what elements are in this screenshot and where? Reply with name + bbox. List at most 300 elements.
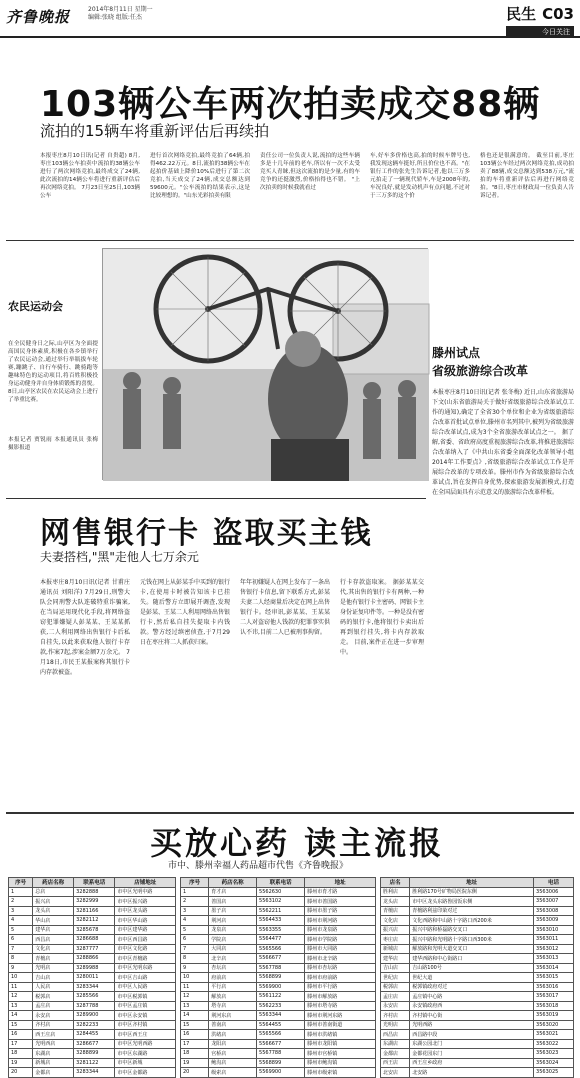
- table-cell: 市中区建华路: [115, 925, 176, 935]
- table-cell: 育才店: [209, 887, 257, 897]
- table-cell: 总店: [33, 887, 74, 897]
- table-cell: 西昌店: [381, 1030, 410, 1040]
- table-row: [9, 906, 176, 916]
- table-cell: 孟庄店: [381, 992, 410, 1002]
- article-tourism: 本报枣庄8月10日讯(记者 张冬梅) 近日,山东省旅游局下文(山东省旅游局关于做好省级旅游综合改革试点工作的通知),确定了全省30个单位和企业为省级旅游综合改革首批试点单位,滕州市名列其中,被列为省级旅游综合改革试点,成为3个全省旅游改革试点之一。 据了解,省委、省政府高度重视旅游综合改革,将推进旅游综合改革纳入了《中共山东省委全面深化改革领导小组2014年工作要点》,省级旅游综合改革试点工作是开展综合改革的专项改革。滕州市作为省级旅游综合改革试点,旨在发挥自身优势,探索旅游发展新模式,打造在全国层面具有示范意义的旅游综合改革样板。: [432, 389, 574, 496]
- table-row: [181, 1039, 376, 1049]
- table-cell: 3563017: [534, 992, 574, 1002]
- divider: [6, 240, 574, 241]
- table-cell: 3288866: [74, 954, 115, 964]
- table-row: [381, 1049, 574, 1059]
- table-cell: 滕州市府前路: [305, 973, 376, 983]
- column-header: 序号: [9, 878, 33, 888]
- table-row: [9, 1011, 176, 1021]
- table-cell: 滕州市平行路: [305, 982, 376, 992]
- table-cell: 20: [9, 1068, 33, 1078]
- table-cell: 3563012: [534, 944, 574, 954]
- table-row: [181, 954, 376, 964]
- table-cell: 滕州市善国路: [305, 897, 376, 907]
- issue-date: 2014年8月11日 星期一: [88, 6, 153, 13]
- table-row: [181, 1001, 376, 1011]
- issue-meta: [88, 6, 153, 22]
- table-cell: 3280011: [74, 973, 115, 983]
- table-cell: 3286688: [74, 935, 115, 945]
- table-cell: 吉山路100号: [410, 963, 534, 973]
- table-cell: 3282999: [74, 897, 115, 907]
- table-row: [381, 1039, 574, 1049]
- headline-pharmacy: 买放心药 读主流报: [150, 824, 445, 862]
- column-header: 药店名称: [33, 878, 74, 888]
- table-cell: 北安路: [410, 1068, 534, 1078]
- table-cell: 洪绪店: [209, 1030, 257, 1040]
- table-cell: 5566677: [257, 954, 305, 964]
- table-cell: 胜利店: [381, 887, 410, 897]
- table-cell: 金都花园东门: [410, 1049, 534, 1059]
- table-cell: 文化店: [33, 944, 74, 954]
- table-cell: 滕州市官桥镇: [305, 1049, 376, 1059]
- table-cell: 滕州市北辛路: [305, 954, 376, 964]
- table-cell: 市中区龙头路: [115, 906, 176, 916]
- table-cell: 荆河东店: [209, 1011, 257, 1021]
- table-cell: 10: [9, 973, 33, 983]
- table-cell: 7: [181, 944, 209, 954]
- table-cell: 13: [181, 1001, 209, 1011]
- table-cell: 4: [9, 916, 33, 926]
- table-cell: 5: [181, 925, 209, 935]
- table-row: [9, 944, 176, 954]
- table-cell: 级索店: [209, 1068, 257, 1078]
- table-cell: 8: [181, 954, 209, 964]
- table-cell: 滕州市育才路: [305, 887, 376, 897]
- table-cell: 3: [181, 906, 209, 916]
- table-cell: 永安店: [381, 1001, 410, 1011]
- article-bank-col2: 元钱在网上从彭某手中买到的银行卡,在使用卡时被告知该卡已挂失。随后警方立即展开调查,发现是彭某、王某二人利用网络出售银行卡,然后私自挂失提取卡内钱款。警方经过缜密侦查,于7月29日在枣庄将二人抓获归案。: [140, 579, 231, 646]
- table-cell: 3287777: [74, 944, 115, 954]
- side-story-title: [432, 344, 528, 380]
- table-cell: 5568899: [257, 1058, 305, 1068]
- table-cell: 5568899: [257, 973, 305, 983]
- table-row: [9, 1030, 176, 1040]
- table-cell: 滕州市龙泉路: [305, 925, 376, 935]
- table-row: [9, 1068, 176, 1078]
- table-cell: 3563009: [534, 916, 574, 926]
- table-cell: 华山店: [33, 916, 74, 926]
- table-cell: 1: [9, 887, 33, 897]
- table-row: [9, 925, 176, 935]
- table-cell: 滕州市塔寺路: [305, 1001, 376, 1011]
- divider: [6, 498, 426, 499]
- table-row: [381, 935, 574, 945]
- table-cell: 15: [9, 1020, 33, 1030]
- table-cell: 3289900: [74, 1011, 115, 1021]
- table-row: [381, 906, 574, 916]
- headline-bank-card: 网售银行卡 盗取买主钱: [40, 516, 373, 551]
- table-cell: 2: [181, 897, 209, 907]
- table-cell: 市中区西昌路: [115, 935, 176, 945]
- table-cell: 19: [9, 1058, 33, 1068]
- table-row: [181, 1020, 376, 1030]
- table-row: [381, 1011, 574, 1021]
- table-cell: 解放路和光明大道交叉口: [410, 944, 534, 954]
- table-cell: 市中区青檀路: [115, 954, 176, 964]
- table-row: [9, 963, 176, 973]
- table-cell: 14: [9, 1011, 33, 1021]
- column-header: 电话: [534, 878, 574, 888]
- table-header-row: [181, 878, 376, 888]
- table-cell: 光明西店: [33, 1039, 74, 1049]
- newspaper-logo: 齐鲁晚报: [6, 8, 71, 26]
- table-cell: 5562233: [257, 1001, 305, 1011]
- table-cell: 齐村店: [33, 1020, 74, 1030]
- table-cell: 人民店: [33, 982, 74, 992]
- table-row: [181, 1049, 376, 1059]
- table-cell: 5569900: [257, 1068, 305, 1078]
- table-cell: 5: [9, 925, 33, 935]
- table-cell: 滕州市杏坛路: [305, 963, 376, 973]
- page-code: C03: [542, 5, 574, 23]
- table-cell: 税郭镇政府对过: [410, 982, 534, 992]
- photo-weightlifter: [102, 248, 428, 480]
- table-cell: 吉山店: [33, 973, 74, 983]
- table-cell: 3563023: [534, 1049, 574, 1059]
- table-cell: 3563015: [534, 973, 574, 983]
- subhead-bank-card: 夫妻搭档,"黑"走他人七万余元: [40, 550, 199, 564]
- table-cell: 龙头店: [381, 897, 410, 907]
- table-cell: 8: [9, 954, 33, 964]
- table-cell: 大同店: [209, 944, 257, 954]
- table-row: [9, 897, 176, 907]
- table-row: [181, 887, 376, 897]
- table-cell: 北辛店: [209, 954, 257, 964]
- table-cell: 市中区东湖路: [115, 1049, 176, 1059]
- table-cell: 3563014: [534, 963, 574, 973]
- table-row: [181, 1030, 376, 1040]
- section-subtitle: 今日关注: [506, 26, 574, 38]
- table-cell: 20: [181, 1068, 209, 1078]
- table-row: [9, 1058, 176, 1068]
- table-cell: 光明店: [33, 963, 74, 973]
- table-cell: 3563013: [534, 954, 574, 964]
- table-cell: 3: [9, 906, 33, 916]
- table-cell: 3563007: [534, 897, 574, 907]
- table-cell: 滕州市洪绪镇: [305, 1030, 376, 1040]
- table-row: [381, 925, 574, 935]
- table-cell: 杏坛店: [209, 963, 257, 973]
- table-cell: 青檀店: [381, 906, 410, 916]
- table-cell: 光明店: [381, 1020, 410, 1030]
- table-cell: 振兴店: [381, 925, 410, 935]
- table-cell: 龙头店: [33, 906, 74, 916]
- editor-line: 编辑:张晓 组版:任杰: [88, 14, 142, 21]
- table-cell: 3281122: [74, 1058, 115, 1068]
- table-cell: 墨子店: [209, 906, 257, 916]
- side-story-title-line1: 滕州试点: [432, 346, 481, 360]
- table-cell: 3563019: [534, 1011, 574, 1021]
- table-cell: 永安店: [33, 1011, 74, 1021]
- table-cell: 西王庄乡政府: [410, 1058, 534, 1068]
- table-header-row: [9, 878, 176, 888]
- photo-caption: 在全民健身日之际,山亭区为全面提高国民身体素质,积极在各乡镇举行了农民运动会,通过举行举瓶拔车轮赛,蹦跳子、自行车骑行、跳骑跑等趣味特色的运动项目,将百姓积极投身运动健身并自身体质锻炼的喜悦。8日,山亭区农民在农民运动会上进行了举重比赛。: [8, 341, 98, 403]
- table-cell: 18: [181, 1049, 209, 1059]
- article-bank-col3: 年年初嫌疑人在网上发布了一条出售银行卡信息,留下联系方式,彭某夫妻二人经商量后决定在网上出售银行卡。经审讯,彭某某、王某某二人对盗窃他人钱款的犯罪事实供认不讳,目前二人已被刑事拘留。: [240, 579, 331, 636]
- table-cell: 龙阳店: [209, 1039, 257, 1049]
- table-cell: 永安镇政府西: [410, 1001, 534, 1011]
- table-cell: 枣庄店: [381, 935, 410, 945]
- table-cell: 滕州市解放路: [305, 992, 376, 1002]
- table-cell: 3563018: [534, 1001, 574, 1011]
- table-cell: 吉山店: [381, 963, 410, 973]
- table-row: [181, 982, 376, 992]
- table-cell: 东湖公园北门: [410, 1039, 534, 1049]
- table-cell: 3287788: [74, 1001, 115, 1011]
- table-row: [9, 954, 176, 964]
- table-row: [9, 1001, 176, 1011]
- table-row: [381, 1001, 574, 1011]
- table-cell: 5563102: [257, 897, 305, 907]
- table-row: [181, 906, 376, 916]
- table-cell: 3563011: [534, 935, 574, 945]
- table-row: [381, 916, 574, 926]
- table-cell: 荆河店: [209, 916, 257, 926]
- table-cell: 青檀店: [33, 954, 74, 964]
- table-row: [9, 973, 176, 983]
- column-header: 联系电话: [257, 878, 305, 888]
- table-row: [181, 925, 376, 935]
- table-row: [381, 982, 574, 992]
- table-cell: 市中区西王庄: [115, 1030, 176, 1040]
- table-cell: 12: [181, 992, 209, 1002]
- table-cell: 税郭店: [381, 982, 410, 992]
- table-cell: 5567788: [257, 963, 305, 973]
- table-row: [9, 935, 176, 945]
- article-auction-col2: 进行首次网络竞拍,最终竞拍了64辆,拍得462.22万元。8日,流拍的38辆公车在起拍价基础上降价10%后进行了第二次竞拍,当天成交了24辆,成交总额达到59600元。"公车流拍的结果表示,这是比较理想的。"山东光彩拍卖有限: [150, 153, 250, 199]
- table-cell: 西昌店: [33, 935, 74, 945]
- table-cell: 孟庄镇中心路: [410, 992, 534, 1002]
- table-cell: 滕州市善南街道: [305, 1020, 376, 1030]
- table-cell: 市中区华山路: [115, 916, 176, 926]
- table-row: [181, 935, 376, 945]
- table-cell: 市中区孟庄镇: [115, 1001, 176, 1011]
- table-cell: 5566677: [257, 1039, 305, 1049]
- table-cell: 9: [9, 963, 33, 973]
- table-cell: 3286677: [74, 1039, 115, 1049]
- column-header: 店名: [381, 878, 410, 888]
- table-cell: 文化店: [381, 916, 410, 926]
- table-cell: 滕州市大同路: [305, 944, 376, 954]
- table-cell: 东湖店: [381, 1039, 410, 1049]
- table-cell: 鲍沟店: [209, 1058, 257, 1068]
- table-row: [9, 1039, 176, 1049]
- table-cell: 文化西路和中山路十字路口西200米: [410, 916, 534, 926]
- table-cell: 孟庄店: [33, 1001, 74, 1011]
- table-cell: 3284455: [74, 1030, 115, 1040]
- table-cell: 5564477: [257, 935, 305, 945]
- table-cell: 齐村店: [381, 1011, 410, 1021]
- table-cell: 3282888: [74, 887, 115, 897]
- table-cell: 滕州市荆河东路: [305, 1011, 376, 1021]
- subhead-auction: 流拍的15辆车将重新评估后再续拍: [40, 122, 270, 140]
- table-cell: 世纪大道: [410, 973, 534, 983]
- table-cell: 3282112: [74, 916, 115, 926]
- article-bank-col4: 行卡存款盗取案。 据彭某某交代,其出售的银行卡有两种,一种是他有银行卡主密码、网银卡主身份证复印件等。一种是没有密码的银行卡,他将银行卡卖出后再到银行挂失,将卡内存款取走。 目前,案件正在进一步审理中。: [340, 579, 425, 656]
- table-cell: 善南店: [209, 1020, 257, 1030]
- table-cell: 11: [181, 982, 209, 992]
- table-cell: 10: [181, 973, 209, 983]
- table-row: [381, 1030, 574, 1040]
- table-cell: 3285566: [74, 992, 115, 1002]
- table-cell: 5564433: [257, 916, 305, 926]
- table-row: [9, 887, 176, 897]
- article-auction-col3: 责任公司一位负责人说,流拍的这些车辆多是十几年前的老车,所以有一次不太受竞买人青睐,但这次流拍的是少量,有的车竞争的还挺激烈,价格抬得也不错。 "上次拍卖的时候我就看过: [260, 153, 360, 191]
- table-cell: 滕州市荆河路: [305, 916, 376, 926]
- table-cell: 3289988: [74, 963, 115, 973]
- table-cell: 市中区光明东路: [115, 963, 176, 973]
- table-cell: 市中区新城: [115, 1058, 176, 1068]
- table-cell: 市中区金都路: [115, 1068, 176, 1078]
- table-cell: 4: [181, 916, 209, 926]
- table-cell: 3563010: [534, 925, 574, 935]
- table-cell: 19: [181, 1058, 209, 1068]
- pharmacy-table-stores: [380, 877, 574, 1078]
- column-header: 序号: [181, 878, 209, 888]
- table-row: [9, 992, 176, 1002]
- side-story-title-line2: 省级旅游综合改革: [432, 364, 529, 378]
- table-row: [381, 887, 574, 897]
- table-cell: 塔寺店: [209, 1001, 257, 1011]
- table-cell: 3563022: [534, 1039, 574, 1049]
- table-row: [381, 897, 574, 907]
- column-header: 地址: [305, 878, 376, 888]
- table-cell: 学院店: [209, 935, 257, 945]
- section-header: [506, 3, 574, 38]
- table-cell: 西王店: [381, 1058, 410, 1068]
- column-header: 药店名称: [209, 878, 257, 888]
- table-cell: 滕州市龙阳镇: [305, 1039, 376, 1049]
- table-cell: 5565566: [257, 1030, 305, 1040]
- table-cell: 市中区振兴路: [115, 897, 176, 907]
- table-cell: 5569900: [257, 982, 305, 992]
- pharmacy-table-tengzhou: [180, 877, 376, 1078]
- table-cell: 西昌路中段: [410, 1030, 534, 1040]
- article-auction-col1: 本报枣庄8月10日讯(记者 自贵超) 8月,枣庄103辆公车拍卖中流拍的38辆公车进行了两次网络竞拍,最终成交了24辆,此次流拍的14辆公车将进行重新评估后再次网络竞拍。 7月23日至25日,103辆公车: [40, 153, 140, 199]
- article-auction-col4: 车,好车多价格也高,拍的时候车牌号也,我发现这辆车挺好,所且价位也不高。"在银行工作的张先生告诉记者,他以三万多元拍走了一辆现代轿车,车是2008年的,车况良好,就是发动机声有点问题,不过对于三万多的这个价: [370, 153, 470, 199]
- table-cell: 16: [9, 1030, 33, 1040]
- table-cell: 11: [9, 982, 33, 992]
- table-row: [9, 916, 176, 926]
- table-row: [381, 1068, 574, 1078]
- table-cell: 平行店: [209, 982, 257, 992]
- table-cell: 胜利路170号矿物局医院东侧: [410, 887, 534, 897]
- table-cell: 16: [181, 1030, 209, 1040]
- table-cell: 5563355: [257, 925, 305, 935]
- column-header: 地址: [410, 878, 534, 888]
- table-row: [381, 963, 574, 973]
- table-row: [181, 1068, 376, 1078]
- table-cell: 2: [9, 897, 33, 907]
- headline-auction: 103辆公车两次拍卖成交88辆: [40, 84, 541, 125]
- table-cell: 市中区吉山路: [115, 973, 176, 983]
- table-cell: 3281166: [74, 906, 115, 916]
- table-cell: 府前店: [209, 973, 257, 983]
- table-cell: 市中区齐村镇: [115, 1020, 176, 1030]
- table-cell: 5563344: [257, 1011, 305, 1021]
- table-row: [181, 916, 376, 926]
- table-row: [381, 954, 574, 964]
- table-cell: 3563016: [534, 982, 574, 992]
- column-header: 联系电话: [74, 878, 115, 888]
- table-cell: 新城店: [33, 1058, 74, 1068]
- table-row: [9, 982, 176, 992]
- table-cell: 振兴店: [33, 897, 74, 907]
- table-cell: 3282233: [74, 1020, 115, 1030]
- pharmacy-table-shizhong: [8, 877, 176, 1078]
- table-cell: 建华店: [381, 954, 410, 964]
- table-cell: 3285678: [74, 925, 115, 935]
- table-row: [381, 1058, 574, 1068]
- table-cell: 3563021: [534, 1030, 574, 1040]
- table-cell: 18: [9, 1049, 33, 1059]
- table-row: [181, 1011, 376, 1021]
- article-auction-col5: 格也还是很满意的。 截至目前,枣庄103辆公车经过两次网络竞拍,成功拍卖了88辆,成交总额达到538万元,"流拍的车将重新评估后再进行网络竞拍。"8日,枣庄市财政局一位负责人告诉记者。: [480, 153, 574, 199]
- table-cell: 新城店: [381, 944, 410, 954]
- table-cell: 齐村镇中心街: [410, 1011, 534, 1021]
- table-cell: 振兴中路和桥磊路交叉口: [410, 925, 534, 935]
- kicker-sports-meet: 农民运动会: [8, 300, 63, 313]
- table-cell: 善国店: [209, 897, 257, 907]
- table-cell: 3563025: [534, 1068, 574, 1078]
- table-cell: 滕州市鲍沟镇: [305, 1058, 376, 1068]
- table-cell: 青檀路利兹印染对过: [410, 906, 534, 916]
- table-row: [181, 992, 376, 1002]
- table-row: [9, 1049, 176, 1059]
- table-cell: 振兴中路和光明路十字路口西300米: [410, 935, 534, 945]
- table-cell: 3563024: [534, 1058, 574, 1068]
- table-cell: 17: [9, 1039, 33, 1049]
- table-cell: 9: [181, 963, 209, 973]
- table-cell: 5561122: [257, 992, 305, 1002]
- table-cell: 税郭店: [33, 992, 74, 1002]
- photo-credit: 本报记者 贾锐雨 本报通讯员 张梅 摄影报道: [8, 437, 98, 451]
- column-header: 店铺地址: [115, 878, 176, 888]
- table-cell: 市中区龙头东路鲁园饭东侧: [410, 897, 534, 907]
- table-cell: 3563020: [534, 1020, 574, 1030]
- table-cell: 市中区人民路: [115, 982, 176, 992]
- masthead: [0, 0, 580, 38]
- table-row: [381, 944, 574, 954]
- table-cell: 1: [181, 887, 209, 897]
- table-header-row: [381, 878, 574, 888]
- table-row: [381, 973, 574, 983]
- table-row: [181, 1058, 376, 1068]
- table-cell: 官桥店: [209, 1049, 257, 1059]
- table-cell: 滕州市墨子路: [305, 906, 376, 916]
- table-cell: 市中区税郭镇: [115, 992, 176, 1002]
- table-cell: 13: [9, 1001, 33, 1011]
- table-cell: 5562211: [257, 906, 305, 916]
- table-cell: 西王庄店: [33, 1030, 74, 1040]
- table-cell: 12: [9, 992, 33, 1002]
- table-cell: 市中区光明中路: [115, 887, 176, 897]
- table-cell: 市中区光明西路: [115, 1039, 176, 1049]
- table-cell: 北安店: [381, 1068, 410, 1078]
- table-cell: 3288899: [74, 1049, 115, 1059]
- table-cell: 3283344: [74, 982, 115, 992]
- table-cell: 6: [9, 935, 33, 945]
- table-cell: 15: [181, 1020, 209, 1030]
- table-cell: 6: [181, 935, 209, 945]
- table-cell: 金都店: [381, 1049, 410, 1059]
- table-cell: 建华西路和中心街路口: [410, 954, 534, 964]
